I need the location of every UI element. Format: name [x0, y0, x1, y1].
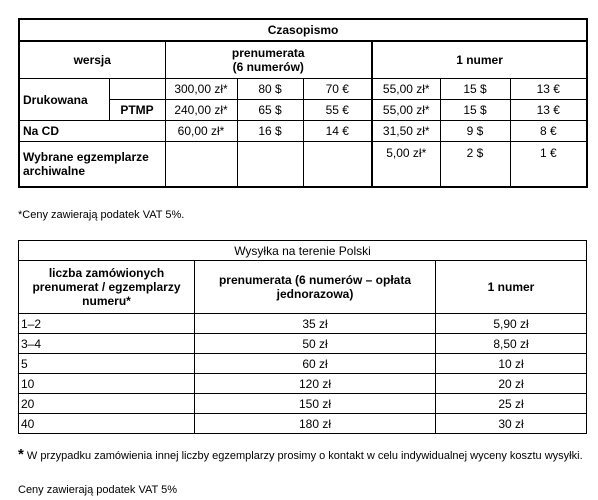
- quantity-cell: 1–2: [19, 314, 195, 334]
- magazine-table-title: Czasopismo: [19, 19, 587, 41]
- table-row: [19, 414, 587, 434]
- header-subscription: prenumerata (6 numerów – opłata jednorazowa): [195, 261, 436, 314]
- row-label-cd: Na CD: [19, 121, 165, 142]
- price-cell: 14 €: [303, 121, 372, 142]
- subscription-cost-cell: 120 zł: [195, 374, 436, 394]
- subscription-cost-cell: 50 zł: [195, 334, 436, 354]
- price-cell: 16 $: [237, 121, 303, 142]
- row-label-archive: Wybrane egzemplarze archiwalne: [19, 142, 165, 188]
- header-single-issue: 1 numer: [372, 41, 587, 79]
- price-cell: 70 €: [303, 79, 372, 100]
- footnote-star: *: [18, 446, 24, 463]
- table-row: [19, 334, 587, 354]
- price-cell: 55,00 zł*: [372, 79, 440, 100]
- price-cell: 8 €: [510, 121, 587, 142]
- shipping-table-title: Wysyłka na terenie Polski: [19, 241, 587, 261]
- price-cell: 13 €: [510, 100, 587, 121]
- shipping-price-table: [18, 240, 587, 434]
- price-cell: 13 €: [510, 79, 587, 100]
- subscription-cost-cell: 35 zł: [195, 314, 436, 334]
- price-cell: 240,00 zł*: [165, 100, 237, 121]
- single-cost-cell: 5,90 zł: [436, 314, 587, 334]
- row-label-print: Drukowana: [19, 79, 109, 121]
- price-cell: 5,00 zł*: [372, 142, 440, 188]
- price-cell: 300,00 zł*: [165, 79, 237, 100]
- header-single-issue: 1 numer: [436, 261, 587, 314]
- row-label-ptmp: PTMP: [109, 100, 165, 121]
- table-row: [19, 394, 587, 414]
- price-cell: 80 $: [237, 79, 303, 100]
- price-cell: 55,00 zł*: [372, 100, 440, 121]
- vat-note-2: Ceny zawierają podatek VAT 5%: [18, 484, 177, 496]
- header-subscription: prenumerata (6 numerów): [165, 41, 372, 79]
- table-row: [19, 314, 587, 334]
- quantity-cell: 40: [19, 414, 195, 434]
- price-cell: 60,00 zł*: [165, 121, 237, 142]
- quantity-cell: 10: [19, 374, 195, 394]
- price-cell: [303, 142, 372, 188]
- single-cost-cell: 8,50 zł: [436, 334, 587, 354]
- single-cost-cell: 20 zł: [436, 374, 587, 394]
- single-cost-cell: 25 zł: [436, 394, 587, 414]
- price-cell: 1 €: [510, 142, 587, 188]
- price-cell: 2 $: [440, 142, 510, 188]
- footnote-text: W przypadku zamówienia innej liczby egzemplarzy prosimy o kontakt w celu indywidualnej wyceny kosztu wysyłki.: [23, 450, 583, 462]
- price-cell: 9 $: [440, 121, 510, 142]
- price-cell: [165, 142, 237, 188]
- quantity-cell: 5: [19, 354, 195, 374]
- price-cell: 65 $: [237, 100, 303, 121]
- magazine-price-table: [18, 18, 588, 188]
- header-version: wersja: [19, 41, 165, 79]
- quantity-cell: 3–4: [19, 334, 195, 354]
- price-cell: 15 $: [440, 100, 510, 121]
- table-row: [19, 354, 587, 374]
- price-cell: 55 €: [303, 100, 372, 121]
- subscription-cost-cell: 150 zł: [195, 394, 436, 414]
- vat-note: *Ceny zawierają podatek VAT 5%.: [18, 209, 185, 221]
- price-cell: [237, 142, 303, 188]
- shipping-footnote: [18, 447, 588, 464]
- quantity-cell: 20: [19, 394, 195, 414]
- single-cost-cell: 30 zł: [436, 414, 587, 434]
- subscription-cost-cell: 60 zł: [195, 354, 436, 374]
- table-row: [19, 374, 587, 394]
- header-quantity: liczba zamówionych prenumerat / egzemplarzy numeru*: [19, 261, 195, 314]
- price-cell: 31,50 zł*: [372, 121, 440, 142]
- single-cost-cell: 10 zł: [436, 354, 587, 374]
- row-label-print-blank: [109, 79, 165, 100]
- subscription-cost-cell: 180 zł: [195, 414, 436, 434]
- price-cell: 15 $: [440, 79, 510, 100]
